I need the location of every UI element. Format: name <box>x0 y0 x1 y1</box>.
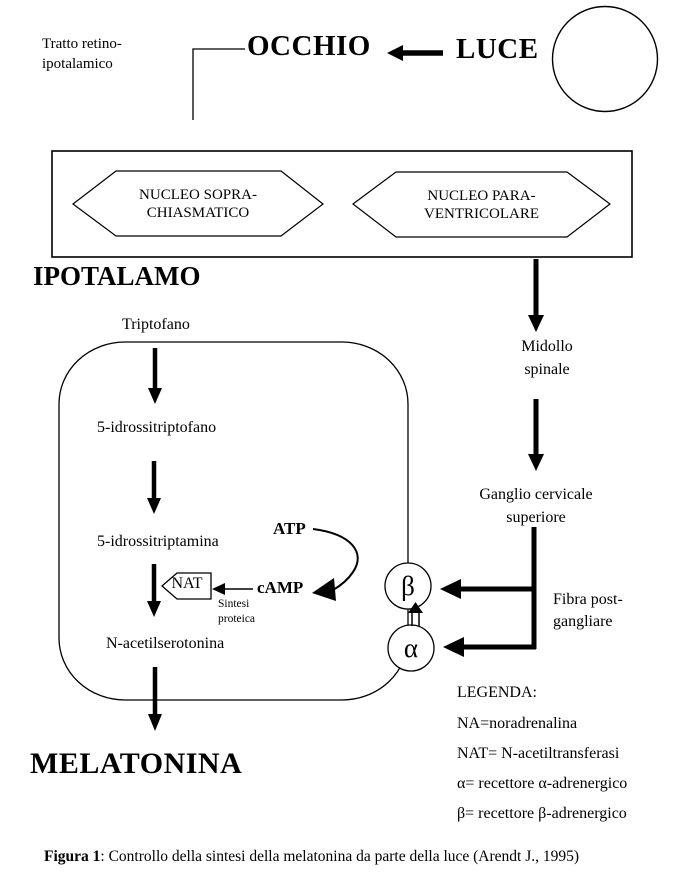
figure-caption <box>44 848 579 866</box>
ganglio-cervicale-label: Ganglio cervicale superiore <box>479 486 593 526</box>
luce-label: LUCE <box>456 33 539 65</box>
atp-to-camp-curve-arrow <box>312 529 358 601</box>
nucleo-soprachiasmatico-label: NUCLEO SOPRA- CHIASMATICO <box>139 186 257 221</box>
caption-figure-number: Figura 1 <box>44 848 101 865</box>
legend-item-na: NA=noradrenalina <box>457 715 578 732</box>
idrossitriptofano-label: 5-idrossitriptofano <box>97 419 217 436</box>
tract-line <box>193 49 245 120</box>
melatonina-label: MELATONINA <box>30 747 243 780</box>
midollo-to-ganglio-arrow <box>528 399 544 471</box>
idrossitriptamina-label: 5-idrossitriptamina <box>97 533 219 550</box>
caption-text: : Controllo della sintesi della melatonina da parte della luce (Arendt J., 1995) <box>100 848 580 865</box>
legend-item-alpha: α= recettore α-adrenergico <box>457 775 628 792</box>
camp-label: cAMP <box>257 578 304 597</box>
legend-title: LEGENDA: <box>457 684 537 701</box>
ipotalamo-label: IPOTALAMO <box>33 261 201 291</box>
fibra-to-beta-arrow <box>440 579 536 599</box>
idrossitriptofano-arrow <box>147 461 161 514</box>
camp-to-nat-arrow <box>212 583 253 595</box>
tract-label: Tratto retino- ipotalamico <box>42 36 122 72</box>
sintesi-proteica-label: Sintesi proteica <box>218 598 256 625</box>
melatonina-arrow <box>148 667 162 731</box>
legend-item-beta: β= recettore β-adrenergico <box>457 805 627 822</box>
atp-label: ATP <box>273 519 306 538</box>
nat-label: NAT <box>171 575 203 592</box>
box-to-midollo-arrow <box>528 259 544 332</box>
luce-to-occhio-arrow <box>387 45 443 61</box>
occhio-label: OCCHIO <box>247 30 371 62</box>
triptofano-arrow <box>148 348 162 404</box>
nucleo-paraventricolare-label: NUCLEO PARA- VENTRICOLARE <box>424 187 539 222</box>
beta-receptor-label: β <box>401 570 415 601</box>
idrossitriptamina-arrow <box>147 564 161 617</box>
fibra-postgangliare-label: Fibra post- gangliare <box>553 591 623 630</box>
sun-circle <box>553 7 658 112</box>
alpha-receptor-label: α <box>403 632 419 663</box>
fibra-to-alpha-arrow <box>443 637 536 657</box>
legend-item-nat: NAT= N-acetiltransferasi <box>457 745 620 762</box>
triptofano-label: Triptofano <box>122 316 190 333</box>
midollo-spinale-label: Midollo spinale <box>521 338 573 378</box>
n-acetilserotonina-label: N-acetilserotonina <box>106 635 225 652</box>
